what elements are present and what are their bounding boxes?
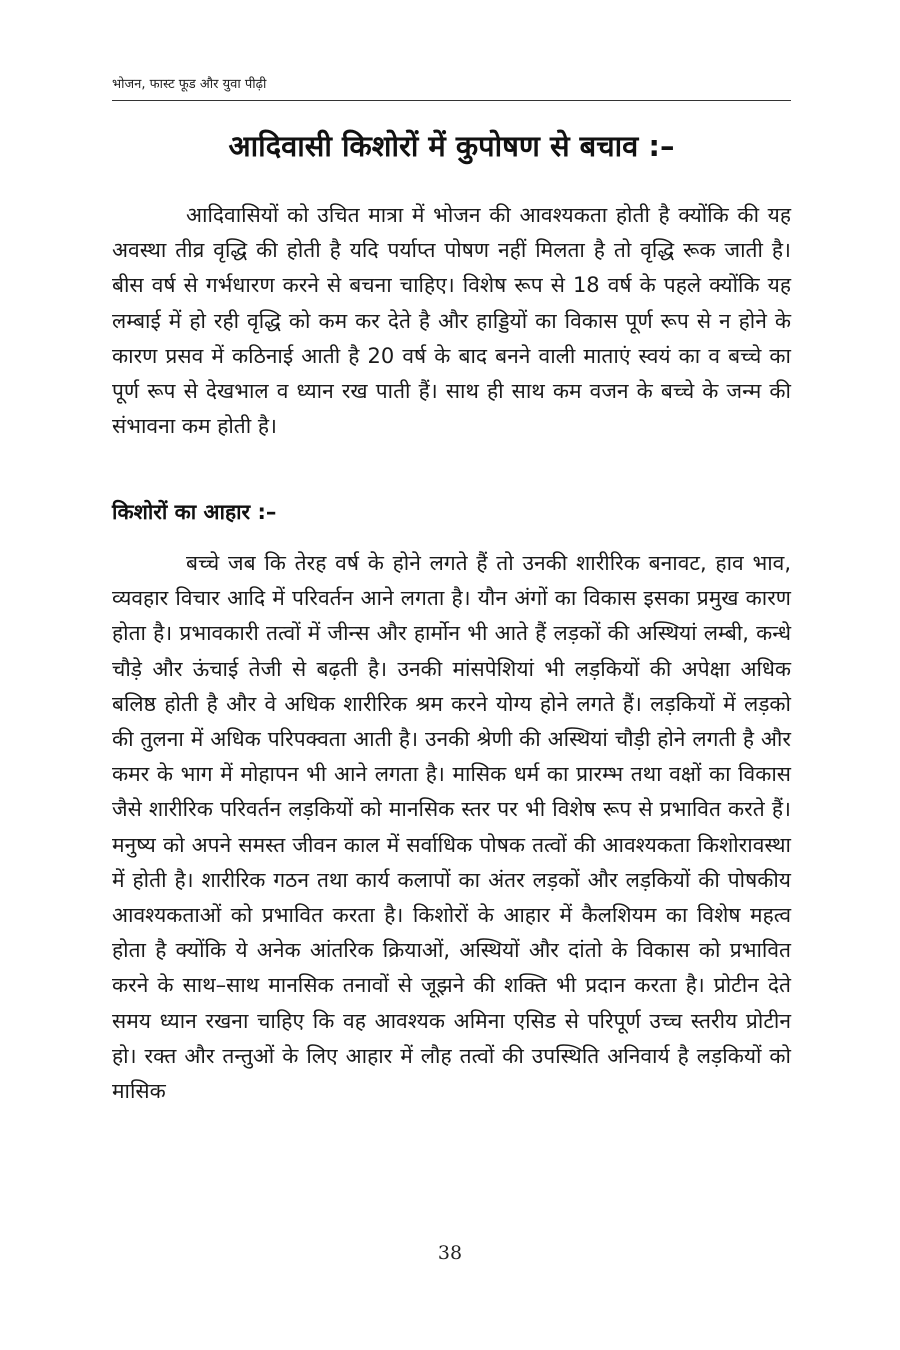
section-heading: किशोरों का आहार :– — [112, 500, 277, 524]
header-divider — [112, 100, 791, 101]
intro-paragraph: आदिवासियों को उचित मात्रा में भोजन की आवश्यकता होती है क्योंकि की यह अवस्था तीव्र वृद्धि की होती है यदि पर्याप्त पोषण नहीं मिलता है तो वृद्धि रूक जाती है। बीस वर्ष से गर्भधारण करने से बचना चाहिए। विशेष रूप से 18 वर्ष के पहले क्योंकि यह लम्बाई में हो रही वृद्धि को कम कर देते है और हाड्डियों का विकास पूर्ण रूप से न होने के कारण प्रसव में कठिनाई आती है 20 वर्ष के बाद बनने वाली माताएं स्वयं का व बच्चे का पूर्ण रूप से देखभाल व ध्यान रख पाती हैं। साथ ही साथ कम वजन के बच्चे के जन्म की संभावना कम होती है। — [112, 203, 791, 439]
page-number: 38 — [437, 1242, 463, 1264]
running-header: भोजन, फास्ट फूड और युवा पीढ़ी — [112, 77, 267, 92]
section-paragraph: बच्चे जब कि तेरह वर्ष के होने लगते हैं तो उनकी शारीरिक बनावट, हाव भाव, व्यवहार विचार आदि में परिवर्तन आने लगता है। यौन अंगों का विकास इसका प्रमुख कारण होता है। प्रभावकारी तत्वों में जीन्स और हार्मोन भी आते हैं लड़कों की अस्थियां लम्बी, कन्धे चौड़े और ऊंचाई तेजी से बढ़ती है। उनकी मांसपेशियां भी लड़कियों की अपेक्षा अधिक बलिष्ठ होती है और वे अधिक शारीरिक श्रम करने योग्य होने लगते हैं। लड़कियों में लड़को की तुलना में अधिक परिपक्वता आती है। उनकी श्रेणी की अस्थियां चौड़ी होने लगती है और कमर के भाग में मोहापन भी आने लगता है। मासिक धर्म का प्रारम्भ तथा वक्षों का विकास जैसे शारीरिक परिवर्तन लड़कियों को मानसिक स्तर पर भी विशेष रूप से प्रभावित करते हैं। मनुष्य को अपने समस्त जीवन काल में सर्वाधिक पोषक तत्वों की आवश्यकता किशोरावस्था में होती है। शारीरिक गठन तथा कार्य कलापों का अंतर लड़कों और लड़कियों की पोषकीय आवश्यकताओं को प्रभावित करता है। किशोरों के आहार में कैलशियम का विशेष महत्व होता है क्योंकि ये अनेक आंतरिक क्रियाओं, अस्थियों और दांतो के विकास को प्रभावित करने के साथ–साथ मानसिक तनावों से जूझने की शक्ति भी प्रदान करता है। प्रोटीन देते समय ध्यान रखना चाहिए कि वह आवश्यक अमिना एसिड से परिपूर्ण उच्च स्तरीय प्रोटीन हो। रक्त और तन्तुओं के लिए आहार में लौह तत्वों की उपस्थिति अनिवार्य है लड़कियों को मासिक — [112, 551, 791, 1104]
page-title: आदिवासी किशोरों में कुपोषण से बचाव :– — [228, 129, 675, 163]
